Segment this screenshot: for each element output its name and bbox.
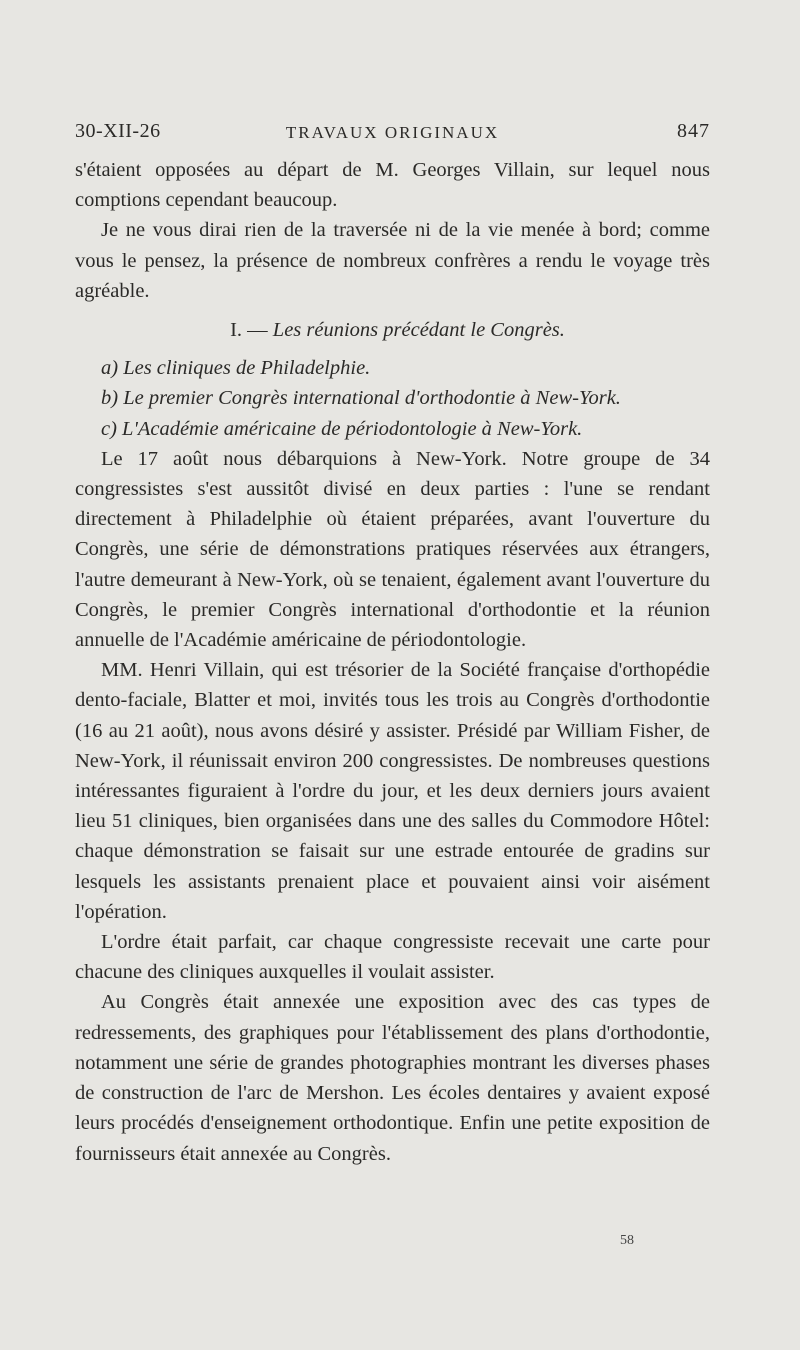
page-number: 847 — [677, 120, 710, 142]
paragraph-3: Le 17 août nous débarquions à New-York. Notre groupe de 34 congressistes s'est aussitôt divisé en deux parties : l'une se rendant directement à Philadelphie où étaient préparées, avant l'ouverture du Congrès, une série de démonstrations pratiques réservées aux étrangers, l'autre demeurant à New-York, où se tenaient, également avant l'ouverture du Congrès, le premier Congrès international d'orthodontie et la réunion annuelle de l'Académie américaine de périodontologie. — [75, 447, 710, 652]
paragraph-5: L'ordre était parfait, car chaque congressiste recevait une carte pour chacune des cliniques auxquelles il voulait assister. — [75, 931, 710, 984]
body-text — [75, 155, 710, 1169]
paragraph-1: s'étaient opposées au départ de M. Georges Villain, sur lequel nous comptions cependant beaucoup. — [75, 159, 710, 212]
section-title: Les réunions précédant le Congrès. — [272, 319, 565, 342]
subsection-c: c) L'Académie américaine de périodontologie à New-York. — [101, 417, 583, 440]
paragraph-6: Au Congrès était annexée une exposition avec des cas types de redressements, des graphiques pour l'établissement des plans d'orthodontie, notamment une série de grandes photographies montrant les diverses phases de construction de l'arc de Mershon. Les écoles dentaires y avaient exposé leurs procédés d'enseignement orthodontique. Enfin une petite exposition de fournisseurs était annexée au Congrès. — [75, 991, 710, 1165]
section-heading — [75, 315, 710, 345]
section-number: I. — — [230, 319, 268, 342]
header-date: 30-XII-26 — [75, 120, 161, 142]
paragraph-4: MM. Henri Villain, qui est trésorier de la Société française d'orthopédie dento-faciale, Blatter et moi, invités tous les trois au Congrès d'orthodontie (16 au 21 août), nous avons désiré y assister. Présidé par William Fisher, de New-York, il réunissait environ 200 congressistes. De nombreuses questions intéressantes figuraient à l'ordre du jour, et les deux derniers jours avaient lieu 51 cliniques, bien organisées dans une des salles du Commodore Hôtel: chaque démonstration se faisait sur une estrade entourée de gradins sur lesquels les assistants prenaient place et pouvaient ainsi voir aisément l'opération. — [75, 659, 710, 923]
subsection-a: a) Les cliniques de Philadelphie. — [101, 357, 371, 380]
signature-mark: 58 — [620, 1233, 634, 1248]
running-header — [75, 120, 710, 150]
paragraph-2: Je ne vous dirai rien de la traversée ni de la vie menée à bord; comme vous le pensez, la présence de nombreux confrères a rendu le voyage très agréable. — [75, 219, 710, 302]
subsection-b: b) Le premier Congrès international d'orthodontie à New-York. — [101, 387, 621, 410]
header-title: TRAVAUX ORIGINAUX — [285, 123, 500, 142]
